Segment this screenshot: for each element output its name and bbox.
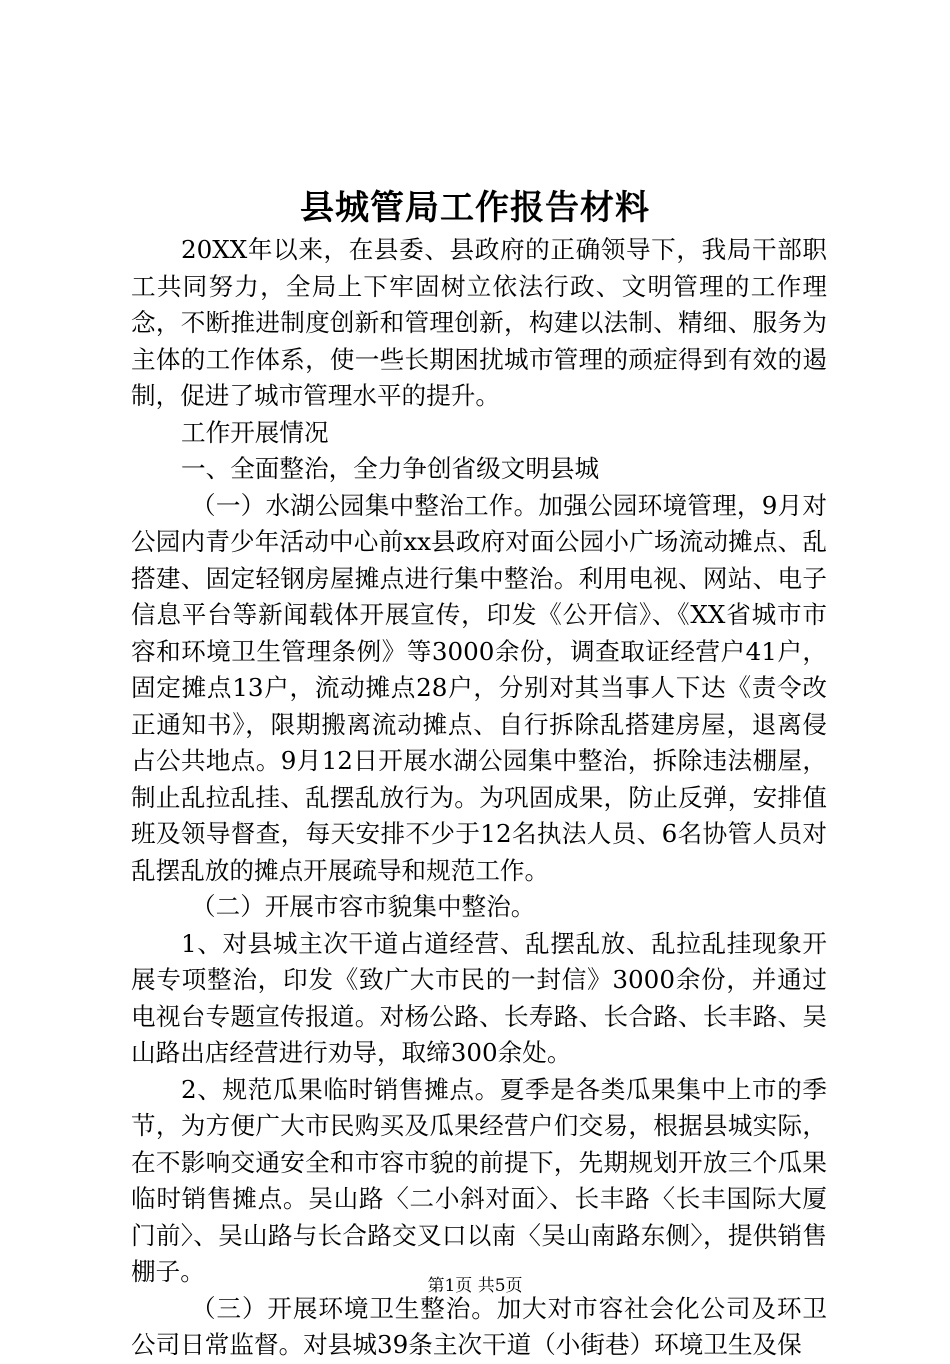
paragraph-subsection-3: （三）开展环境卫生整治。加大对市容社会化公司及环卫公司日常监督。对县城39条主次干道（小街巷）环境卫生及保 — [131, 1293, 827, 1359]
paragraph-item-2: 2、规范瓜果临时销售摊点。夏季是各类瓜果集中上市的季节，为方便广大市民购买及瓜果经营户们交易，根据县城实际，在不影响交通安全和市容市貌的前提下，先期规划开放三个瓜果临时销售摊点。吴山路〈二小斜对面〉、长丰路〈长丰国际大厦门前〉、吴山路与长合路交叉口以南〈吴山南路东侧〉，提供销售棚子。 — [131, 1074, 827, 1286]
paragraph-subsection-1: （一）水湖公园集中整治工作。加强公园环境管理，9月对公园内青少年活动中心前xx县政府对面公园小广场流动摊点、乱搭建、固定轻钢房屋摊点进行集中整治。利用电视、网站、电子信息平台等新闻载体开展宣传，印发《公开信》、《XX省城市市容和环境卫生管理条例》等3000余份，调查取证经营户41户，固定摊点13户，流动摊点28户，分别对其当事人下达《责令改正通知书》，限期搬离流动摊点、自行拆除乱搭建房屋，退离侵占公共地点。9月12日开展水湖公园集中整治，拆除违法棚屋，制止乱拉乱挂、乱摆乱放行为。为巩固成果，防止反弹，安排值班及领导督查，每天安排不少于12名执法人员、6名协管人员对乱摆乱放的摊点开展疏导和规范工作。 — [131, 490, 827, 885]
document-body — [131, 232, 827, 1364]
section-heading-1: 一、全面整治，全力争创省级文明县城 — [181, 454, 600, 483]
section-heading-work-status: 工作开展情况 — [181, 417, 329, 447]
page-footer: 第1页 共5页 — [427, 1276, 523, 1296]
paragraph-item-1: 1、对县城主次干道占道经营、乱摆乱放、乱拉乱挂现象开展专项整治，印发《致广大市民的一封信》3000余份，并通过电视台专题宣传报道。对杨公路、长寿路、长合路、长丰路、吴山路出店经营进行劝导，取缔300余处。 — [131, 928, 827, 1067]
paragraph-intro: 20XX年以来，在县委、县政府的正确领导下，我局干部职工共同努力，全局上下牢固树立依法行政、文明管理的工作理念，不断推进制度创新和管理创新，构建以法制、精细、服务为主体的工作体系，使一些长期困扰城市管理的顽症得到有效的遏制，促进了城市管理水平的提升。 — [131, 235, 827, 410]
document-title: 县城管局工作报告材料 — [300, 188, 650, 228]
subsection-heading-2: （二）开展市容市貌集中整治。 — [191, 892, 536, 921]
